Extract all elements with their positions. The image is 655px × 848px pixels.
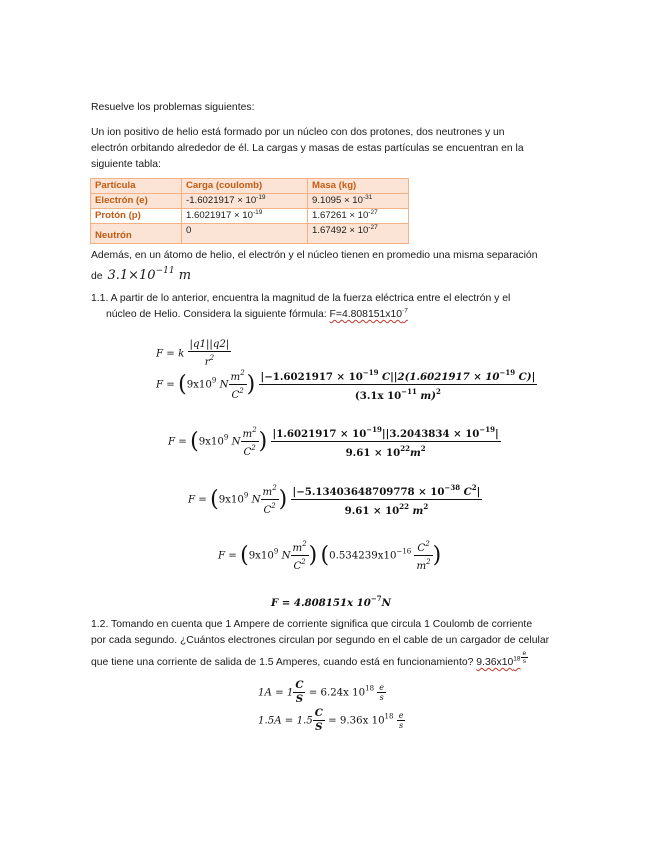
- paragraph-line: Un ion positivo de helio está formado por un núcleo con dos protones, dos neutrones y un: [91, 127, 505, 138]
- intro-text: Resuelve los problemas siguientes:: [91, 102, 255, 113]
- paragraph-line: siguiente tabla:: [91, 159, 161, 170]
- table-row: [91, 194, 409, 209]
- charge-cell: $1.6021917 \times 10^{-19}$: [182, 209, 308, 224]
- equation-result: F = 4.808151x $10^{-7}N$: [271, 594, 391, 609]
- table-row: [91, 224, 409, 244]
- paragraph-line: Además, en un átomo de helio, el electrón y el núcleo tienen en promedio una misma separación: [91, 250, 538, 261]
- answer-1: $F=4.808151x10^{-7}$: [329, 307, 408, 320]
- answer-2: $9.36x10^{18}$ $\frac{e}{s}$: [476, 650, 527, 668]
- header-cell: Masa (kg): [308, 179, 409, 194]
- particle-cell: Electrón (e): [91, 194, 182, 209]
- question-2-line: por cada segundo. ¿Cuántos electrones circulan por segundo en el cable de un cargador de celular: [91, 635, 550, 646]
- equation-coulomb: F = k $\frac{|q1||q2|}{r^2}$: [156, 339, 230, 368]
- separation-line: de $3.1\times 10^{-11}$ m: [91, 266, 192, 283]
- question-2-line: 1.2. Tomando en cuenta que 1 Ampere de corriente significa que circula 1 Coulomb de corriente: [91, 619, 533, 630]
- equation-step-4: $F = (9x10^9$ N $\frac{m^2}{C^2}$ ) ($0.534239x10^{-16}$ $\frac{C^2}{m^2}$ ): [218, 540, 442, 572]
- mass-cell: $1.67492 \times 10^{-27}$: [308, 224, 409, 244]
- equation-ampere-1: 1A = 1 $\frac{C}{S}$ = 6.24x $10^{18}$ $\frac{e}{s}$: [258, 679, 385, 705]
- question-1-line: núcleo de Helio. Considera la siguiente fórmula: $F=4.808151x10^{-7}$: [106, 307, 408, 320]
- question-2-line: que tiene una corriente de salida de 1.5 Amperes, cuando está en funcionamiento? $9.36x10^{18}$ $\frac{e}{s}$: [91, 650, 527, 668]
- equation-step-2: $F = (9x10^9$ N $\frac{m^2}{C^2}$ ) $\frac{|1.6021917 \times 10^{-19}||3.2043834 \times 10^{-19}|}{9.61 \times 10^{22}m^2}$: [168, 425, 499, 459]
- equation-step-3: $F = (9x10^9$ N $\frac{m^2}{C^2}$ ) $\frac{|-5.13403648709778 \times 10^{-38} C^2|}{9.61 \times 10^{22} m^2}$: [188, 483, 481, 517]
- charge-cell: $-1.6021917 \times 10^{-19}$: [182, 194, 308, 209]
- equation-ampere-1-5: 1.5A = 1.5 $\frac{C}{S}$ = 9.36x $10^{18}$ $\frac{e}{s}$: [258, 707, 404, 733]
- particle-cell: Neutrón: [91, 224, 182, 244]
- paragraph-line: electrón orbitando alrededor de él. La cargas y masas de estas partículas se encuentran en la: [91, 143, 524, 154]
- mass-cell: $9.1095 \times 10^{-31}$: [308, 194, 409, 209]
- charge-cell: 0: [182, 224, 308, 244]
- table-header-row: [91, 179, 409, 194]
- table-row: [91, 209, 409, 224]
- equation-step-1: $F = (9x10^9$ N $\frac{m^2}{C^2}$ ) $\frac{|-1.6021917 \times 10^{-19} C||2(1.6021917 \times 10^{-19} C)|}{(3.1x 10^{-11} m)^2}$: [156, 368, 536, 402]
- separation-value: 3.1×10: [107, 268, 156, 283]
- header-cell: Carga (coulomb): [182, 179, 308, 194]
- particle-cell: Protón (p): [91, 209, 182, 224]
- mass-cell: $1.67261 \times 10^{-27}$: [308, 209, 409, 224]
- header-cell: Partícula: [91, 179, 182, 194]
- question-1-line: 1.1. A partir de lo anterior, encuentra la magnitud de la fuerza eléctrica entre el electrón y el: [91, 293, 511, 304]
- particles-table: [90, 178, 409, 244]
